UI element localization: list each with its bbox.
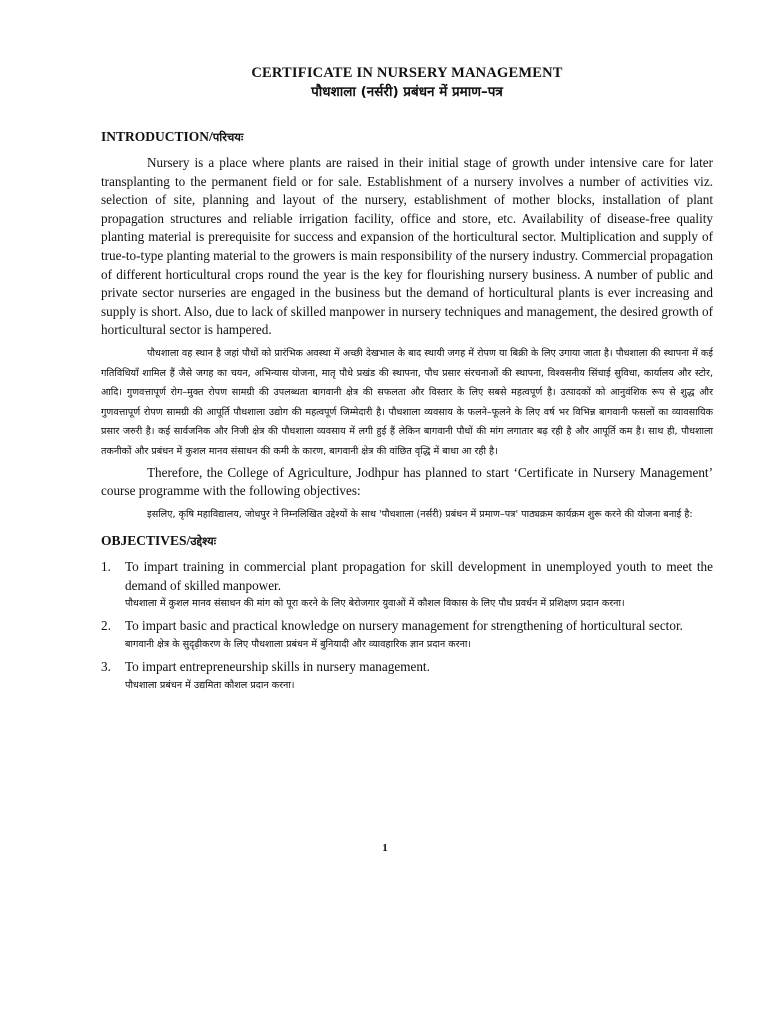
objective-text-english: To impart training in commercial plant propagation for skill development in unemployed youth to meet the demand of skilled manpower.	[125, 559, 713, 593]
page-content	[101, 64, 713, 699]
objectives-heading-english: OBJECTIVES/	[101, 533, 191, 549]
objective-item	[101, 617, 713, 654]
objective-text-english: To impart entrepreneurship skills in nursery management.	[125, 659, 430, 675]
objective-item	[101, 658, 713, 695]
objectives-heading	[101, 532, 713, 550]
objective-item	[101, 558, 713, 613]
program-paragraph-english: Therefore, the College of Agriculture, Jodhpur has planned to start ‘Certificate in Nursery Management’ course programme with the following objectives:	[101, 464, 713, 499]
introduction-paragraph-hindi: पौधशाला वह स्थान है जहां पौधों को प्रारंभिक अवस्था में अच्छी देखभाल के बाद स्थायी जगह में रोपण या बिक्री के लिए उगाया जाता है। पौधशाला की स्थापना में कई गतिविधियाँ शामिल हैं जैसे जगह का चयन, अभिन्यास योजना, मातृ पौधे प्रखंड की स्थापना, पौध प्रसार संरचनाओं की स्थापना, विश्वसनीय सिंचाई सुविधा, कार्यालय और स्टोर, आदि। गुणवत्तापूर्ण रोग–मुक्त रोपण सामग्री की उपलब्धता बागवानी क्षेत्र की सफलता और विस्तार के लिए सबसे महत्वपूर्ण है। उत्पादकों को आनुवंशिक रूप से शुद्ध और गुणवत्तापूर्ण रोपण सामग्री की आपूर्ति पौधशाला उद्योग की महत्वपूर्ण जिम्मेदारी है। पौधशाला व्यवसाय के फलने–फूलने के लिए वर्ष भर विभिन्न बागवानी फसलों का व्यावसायिक प्रसार जरुरी है। कई सार्वजनिक और निजी क्षेत्र की पौधशाला व्यवसाय में लगी हुई हैं लेकिन बागवानी पौधों की मांग लगातार बढ़ रही है और आपूर्ति कम है। साथ ही, पौधशाला तकनीकों और प्रबंधन में कुशल मानव संसाधन की कमी के कारण, बागवानी क्षेत्र की वांछित वृद्धि में बाधा आ रही है।	[101, 347, 713, 457]
objective-text-hindi: पौधशाला में कुशल मानव संसाधन की मांग को पूरा करने के लिए बेरोजगार युवाओं में कौशल विकास के लिए पौध प्रवर्धन में प्रशिक्षण प्रदान करना।	[125, 598, 625, 610]
document-title-english: CERTIFICATE IN NURSERY MANAGEMENT	[251, 65, 563, 81]
objective-text-hindi: बागवानी क्षेत्र के सुदृढ़ीकरण के लिए पौधशाला प्रबंधन में बुनियादी और व्यावहारिक ज्ञान प्रदान करना।	[125, 639, 472, 651]
objective-number: 3.	[101, 659, 111, 675]
objective-text-english: To impart basic and practical knowledge on nursery management for strengthening of horticultural sector.	[125, 618, 683, 634]
introduction-paragraph-english: Nursery is a place where plants are raised in their initial stage of growth under intensive care for later transplanting to the permanent field or for sale. Establishment of a nursery involves a number of activities viz. selection of site, planning and layout of the nursery, establishment of mother blocks, installation of plant propagation structures and reliable irrigation facility, office and store, etc. Availability of disease-free quality planting material is prerequisite for success and expansion of the horticultural sector. Multiplication and supply of true-to-type planting material to the growers is main responsibility of the nursery industry. Commercial propagation of different horticultural crops round the year is the key for flourishing nursery business. A number of public and private sector nurseries are engaged in the business but the demand of horticultural plants is ever increasing and supply is short. Also, due to lack of skilled manpower in nursery techniques and management, the desired growth of horticultural sector is hampered.	[101, 155, 713, 338]
introduction-heading-english: INTRODUCTION/	[101, 129, 213, 144]
page-number: 1	[382, 842, 388, 854]
objectives-heading-hindi: उद्देश्यः	[190, 534, 217, 549]
objectives-list	[101, 558, 713, 694]
introduction-heading	[101, 128, 713, 146]
objective-text-hindi: पौधशाला प्रबंधन में उद्यमिता कौशल प्रदान करना।	[125, 679, 295, 691]
document-title-hindi: पौधशाला (नर्सरी) प्रबंधन में प्रमाण–पत्र	[311, 84, 503, 100]
program-paragraph-hindi: इसलिए, कृषि महाविद्यालय, जोधपुर ने निम्नलिखित उद्देश्यों के साथ 'पौधशाला (नर्सरी) प्रबंधन में प्रमाण–पत्र' पाठ्यक्रम कार्यक्रम शुरू करने की योजना बनाई है:	[147, 508, 693, 520]
introduction-heading-hindi: परिचयः	[212, 130, 244, 144]
objective-number: 1.	[101, 559, 111, 575]
objective-number: 2.	[101, 618, 111, 634]
